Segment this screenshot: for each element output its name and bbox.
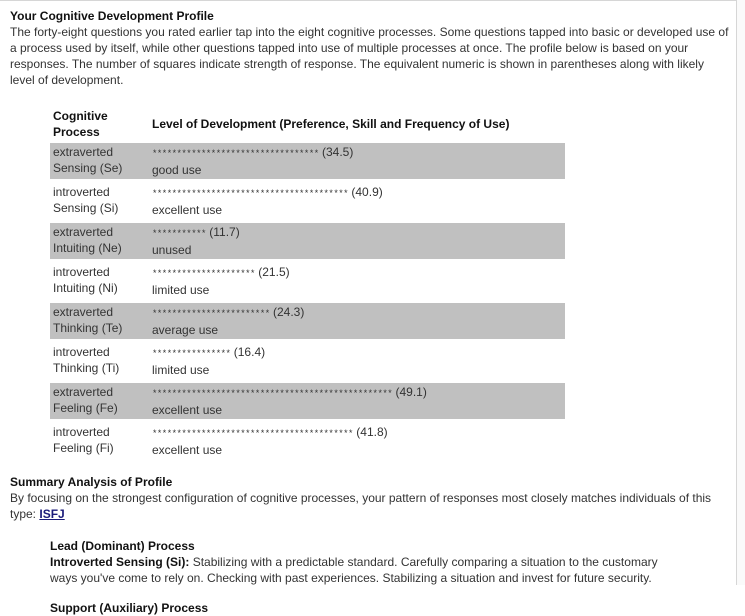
process-level xyxy=(149,143,565,179)
strength-stars: *********** xyxy=(152,229,206,239)
lead-term: Introverted Sensing (Si): xyxy=(50,555,190,569)
intro-paragraph: The forty-eight questions you rated earlier tap into the eight cognitive processes. Some questions tapped into basic or developed use of a process used by itself, while other questions tapped into use of multiple processes at once. The profile below is based on your responses. The number of squares indicate strength of response. The equivalent numeric is shown in parentheses along with likely level of development. xyxy=(10,25,729,87)
summary-text: By focusing on the strongest configuration of cognitive processes, your pattern of responses most closely matches individuals of this type: ISFJ xyxy=(10,491,712,521)
process-row xyxy=(50,303,565,339)
process-level xyxy=(149,263,565,299)
process-level xyxy=(149,423,565,459)
level-label: average use xyxy=(152,323,219,337)
strength-stars: ********************* xyxy=(152,269,255,279)
profile-page xyxy=(10,9,730,616)
lead-description: Introverted Sensing (Si): Stabilizing with a predictable standard. Carefully comparing a situation to the customary ways you've come to rely on. Checking with past experiences. Stabilizing a situation and invest for future security. xyxy=(50,555,658,585)
window-top-border xyxy=(0,0,737,1)
process-level xyxy=(149,343,565,379)
type-link[interactable]: ISFJ xyxy=(39,507,65,521)
support-heading: Support (Auxiliary) Process xyxy=(50,601,209,615)
process-row xyxy=(50,343,565,379)
process-row xyxy=(50,383,565,419)
process-name: introverted Feeling (Fi) xyxy=(53,425,114,455)
process-row xyxy=(50,263,565,299)
level-label: good use xyxy=(152,163,202,177)
score-value: (41.8) xyxy=(356,425,388,439)
score-value: (16.4) xyxy=(233,345,266,359)
level-label: excellent use xyxy=(152,443,223,457)
process-row xyxy=(50,223,565,259)
col-header-process: Cognitive Process xyxy=(53,109,108,139)
level-label: excellent use xyxy=(152,203,223,217)
strength-stars: ************************************************* xyxy=(152,389,393,399)
support-process-section xyxy=(50,600,730,616)
process-level xyxy=(149,223,565,259)
level-label: limited use xyxy=(152,363,210,377)
lead-heading: Lead (Dominant) Process xyxy=(50,539,195,553)
page-title: Your Cognitive Development Profile xyxy=(10,9,214,23)
level-label: unused xyxy=(152,243,192,257)
score-value: (49.1) xyxy=(395,385,427,399)
process-name: extraverted Intuiting (Ne) xyxy=(50,223,149,259)
process-name: introverted Thinking (Ti) xyxy=(53,345,120,375)
scrollbar-track[interactable] xyxy=(736,0,745,585)
level-label: limited use xyxy=(152,283,210,297)
strength-stars: **************************************** xyxy=(152,189,349,199)
score-value: (11.7) xyxy=(209,225,240,239)
lead-process-section xyxy=(50,538,730,586)
process-name: extraverted Thinking (Te) xyxy=(50,303,149,339)
process-name: extraverted Sensing (Se) xyxy=(50,143,149,179)
process-row xyxy=(50,423,565,459)
score-value: (24.3) xyxy=(272,305,305,319)
process-level xyxy=(149,303,565,339)
score-value: (40.9) xyxy=(351,185,383,199)
process-level xyxy=(149,183,565,219)
strength-stars: **************** xyxy=(152,349,231,359)
process-name: introverted Intuiting (Ni) xyxy=(53,265,118,295)
process-row xyxy=(50,183,565,219)
process-name: extraverted Feeling (Fe) xyxy=(50,383,149,419)
summary-heading: Summary Analysis of Profile xyxy=(10,475,173,489)
strength-stars: ********************************** xyxy=(152,149,319,159)
process-level xyxy=(149,383,565,419)
profile-table xyxy=(50,108,565,459)
col-header-level: Level of Development (Preference, Skill and Frequency of Use) xyxy=(152,117,510,131)
process-row xyxy=(50,143,565,179)
score-value: (34.5) xyxy=(321,145,354,159)
score-value: (21.5) xyxy=(258,265,290,279)
process-name: introverted Sensing (Si) xyxy=(53,185,119,215)
level-label: excellent use xyxy=(152,403,223,417)
strength-stars: ***************************************** xyxy=(152,429,353,439)
strength-stars: ************************ xyxy=(152,309,270,319)
